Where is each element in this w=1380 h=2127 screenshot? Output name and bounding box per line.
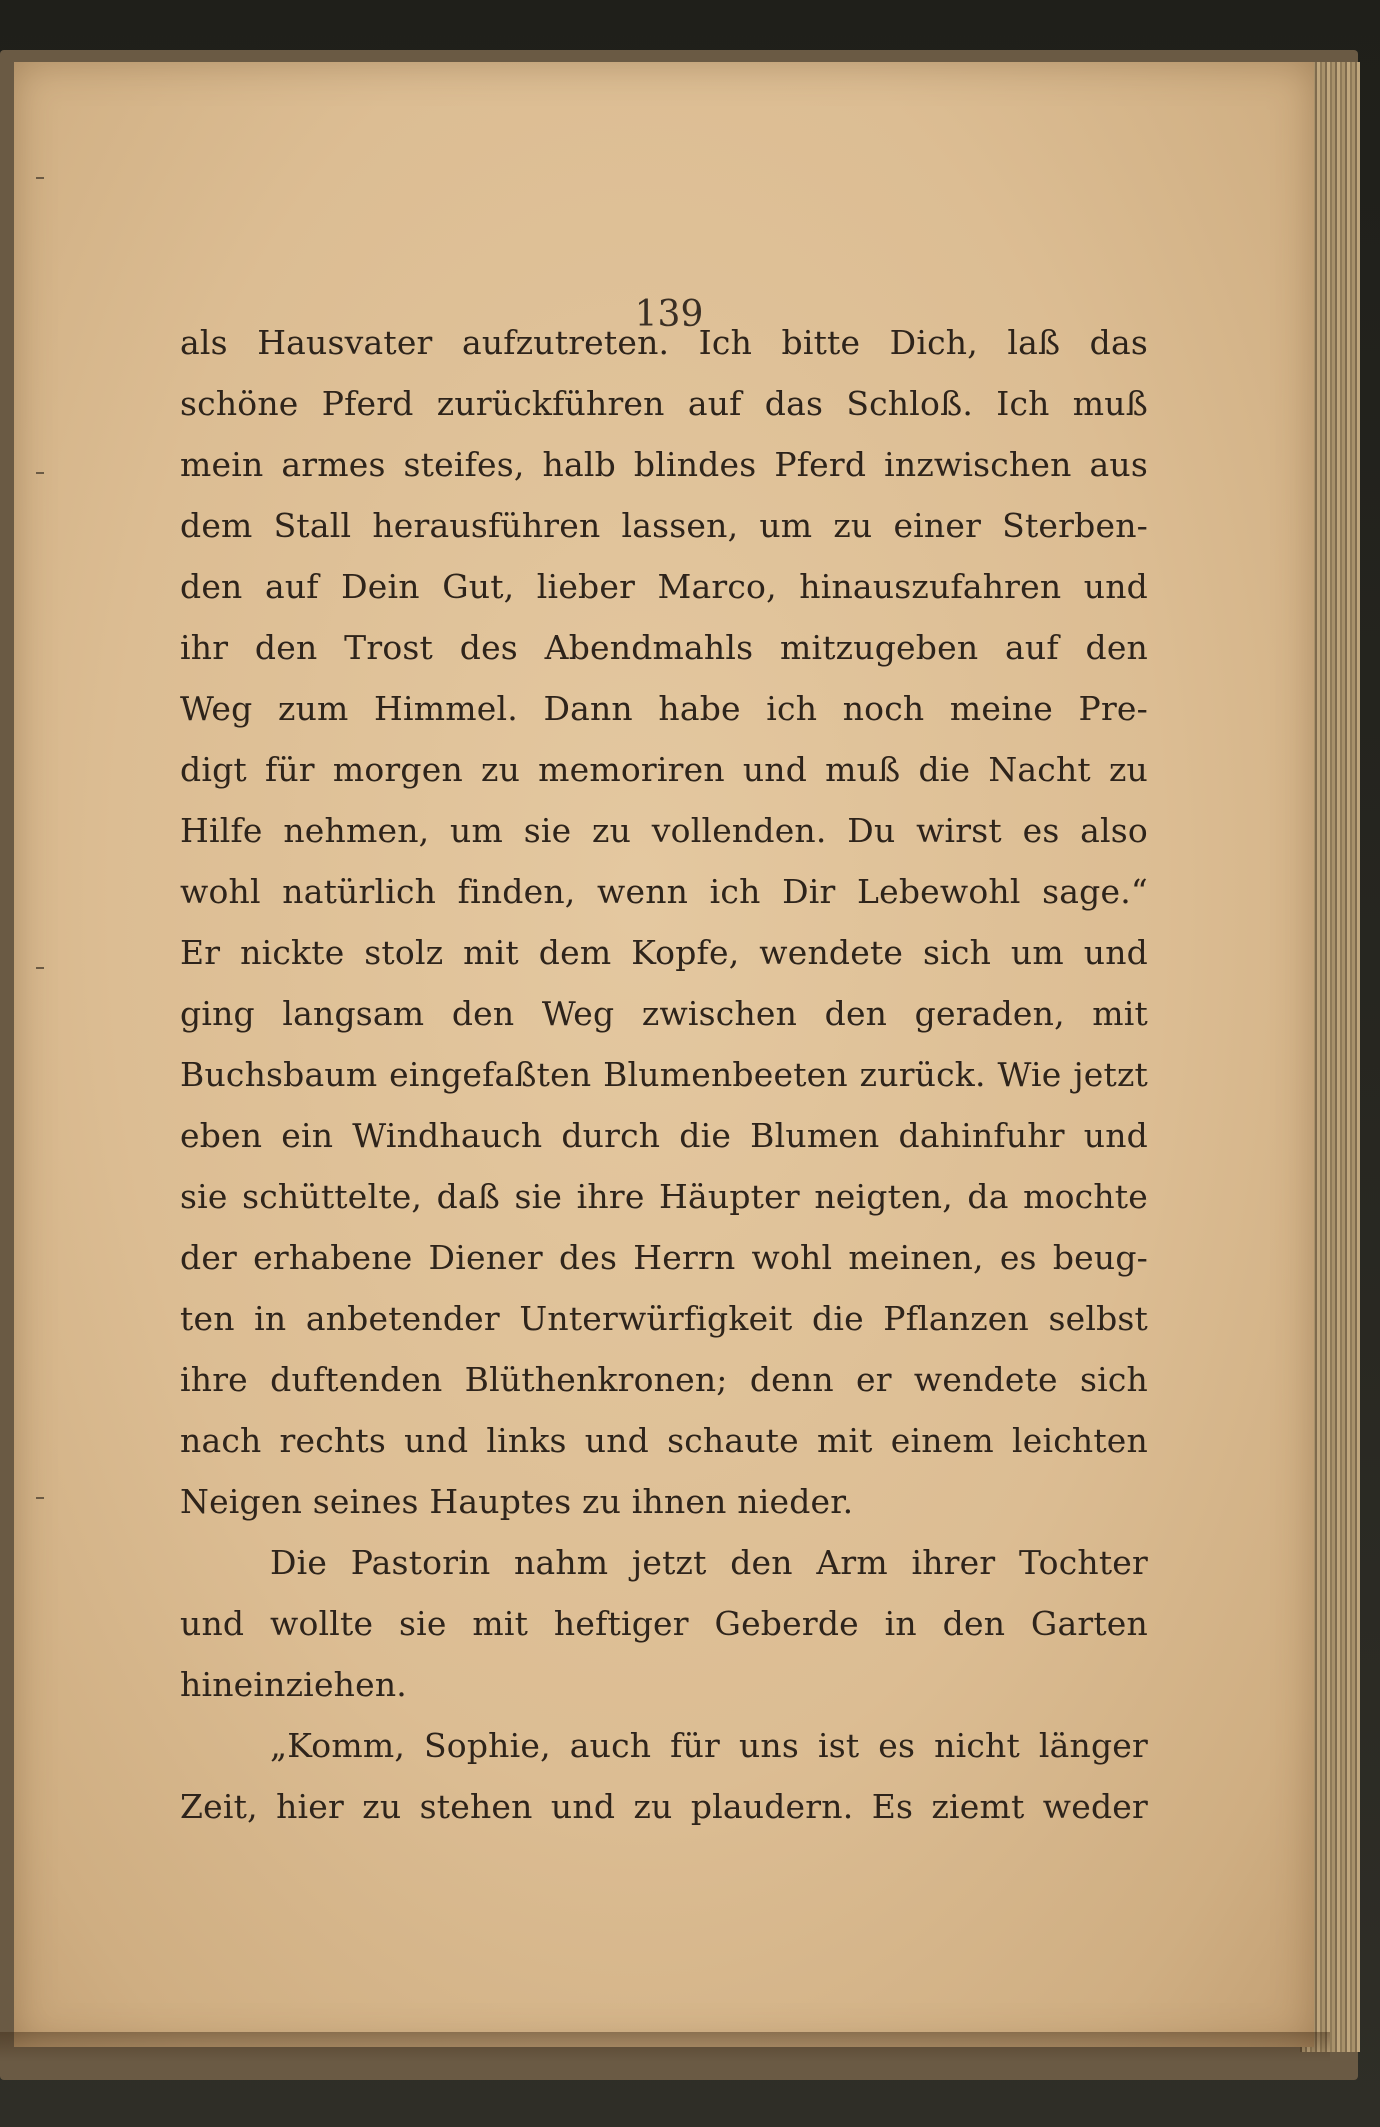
text-line: ihre duftenden Blüthenkronen; denn er wendete sich (180, 1360, 1148, 1399)
paragraph (180, 1532, 1148, 1715)
text-line: als Hausvater aufzutreten. Ich bitte Dich, laß das (180, 323, 1148, 362)
margin-mark (36, 177, 44, 179)
margin-mark (36, 1497, 44, 1499)
text-line: wohl natürlich finden, wenn ich Dir Lebewohl sage.“ (180, 872, 1148, 911)
page-bottom-shadow (0, 2032, 1330, 2062)
text-line: Buchsbaum eingefaßten Blumenbeeten zurück. Wie jetzt (180, 1055, 1148, 1094)
text-line: ging langsam den Weg zwischen den geraden, mit (180, 994, 1148, 1033)
text-line: „Komm, Sophie, auch für uns ist es nicht länger (270, 1726, 1148, 1765)
text-line: Weg zum Himmel. Dann habe ich noch meine Pre- (180, 689, 1148, 728)
text-line: Hilfe nehmen, um sie zu vollenden. Du wirst es also (180, 811, 1148, 850)
text-line: digt für morgen zu memoriren und muß die Nacht zu (180, 750, 1148, 789)
paragraph (180, 1715, 1148, 1837)
page-number: 139 (634, 294, 704, 335)
body-text (180, 312, 1148, 1837)
text-line: den auf Dein Gut, lieber Marco, hinauszufahren und (180, 567, 1148, 606)
text-line: der erhabene Diener des Herrn wohl meinen, es beug- (180, 1238, 1148, 1277)
paragraph (180, 312, 1148, 1532)
text-line: dem Stall herausführen lassen, um zu einer Sterben- (180, 506, 1148, 545)
text-line: nach rechts und links und schaute mit einem leichten (180, 1421, 1148, 1460)
text-line: mein armes steifes, halb blindes Pferd inzwischen aus (180, 445, 1148, 484)
text-line: Zeit, hier zu stehen und zu plaudern. Es ziemt weder (180, 1787, 1148, 1826)
text-line: Neigen seines Hauptes zu ihnen nieder. (180, 1482, 854, 1521)
text-line: schöne Pferd zurückführen auf das Schloß. Ich muß (180, 384, 1148, 423)
text-line: sie schüttelte, daß sie ihre Häupter neigten, da mochte (180, 1177, 1148, 1216)
margin-mark (36, 967, 44, 969)
text-line: ten in anbetender Unterwürfigkeit die Pflanzen selbst (180, 1299, 1148, 1338)
text-line: ihr den Trost des Abendmahls mitzugeben auf den (180, 628, 1148, 667)
text-line: Er nickte stolz mit dem Kopfe, wendete sich um und (180, 933, 1148, 972)
text-line: Die Pastorin nahm jetzt den Arm ihrer Tochter (270, 1543, 1148, 1582)
text-line: und wollte sie mit heftiger Geberde in den Garten (180, 1604, 1148, 1643)
text-line: eben ein Windhauch durch die Blumen dahinfuhr und (180, 1116, 1148, 1155)
text-line: hineinziehen. (180, 1665, 407, 1704)
margin-mark (36, 472, 44, 474)
